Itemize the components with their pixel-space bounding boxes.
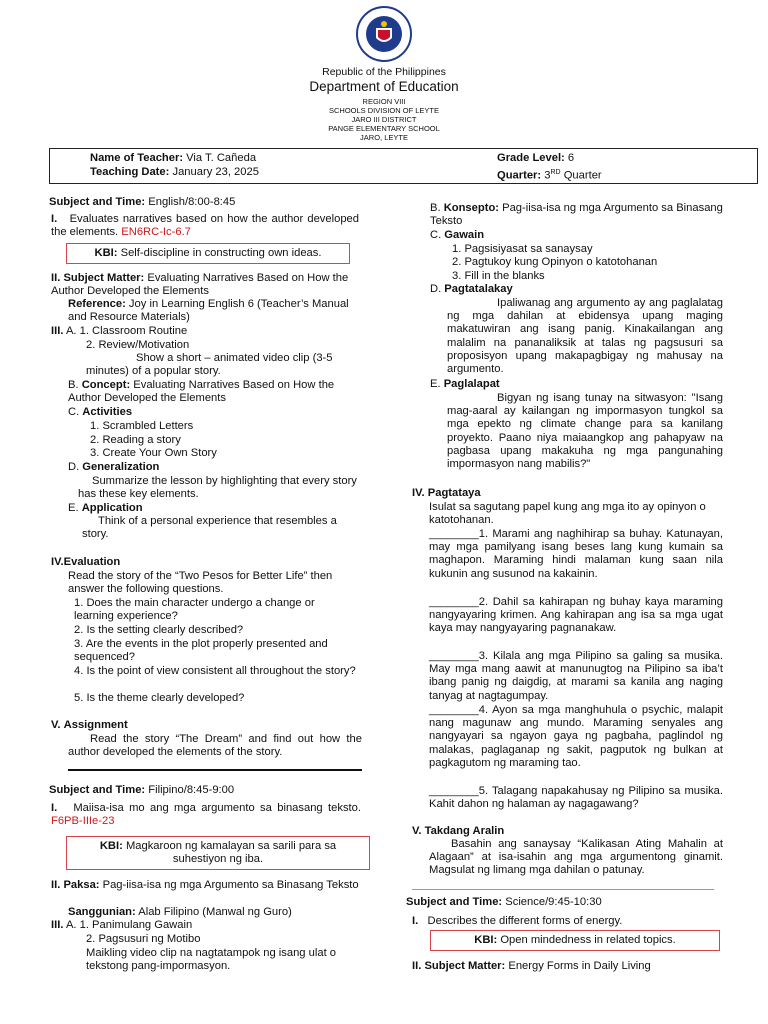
- list-item: ________3. Kilala ang mga Pilipino sa galing sa musika. May mga mang aawit at manunugtog na Pilipino sa iba’t ibang panig ng daigdig, at marami sa kanila ang naging tanyag at nagtagumpay.: [429, 650, 723, 702]
- quarter: Quarter: 3RD Quarter: [497, 169, 602, 182]
- filipino-kbi-box: KBI: Magkaroon ng kamalayan sa sarili para sa suhestiyon ng iba.: [66, 836, 370, 870]
- filipino-pagtataya-text: Isulat sa sagutang papel kung ang mga ito ay opinyon o katotohanan.: [429, 501, 706, 527]
- science-objective: I. Describes the different forms of energy.: [412, 915, 623, 927]
- teacher-name: Name of Teacher: Via T. Cañeda: [90, 152, 257, 164]
- teaching-date: Teaching Date: January 23, 2025: [90, 166, 259, 178]
- english-activities-heading: C. Activities: [68, 406, 133, 418]
- filipino-sanggunian: Sanggunian: Alab Filipino (Manwal ng Guro): [68, 906, 292, 918]
- list-item: 1. Pagsisiyasat sa sanaysay: [452, 243, 593, 255]
- section-divider: [412, 889, 714, 890]
- english-generalization-heading: D. Generalization: [68, 461, 160, 473]
- filipino-gawain-heading: C. Gawain: [430, 229, 485, 241]
- address-line: JARO, LEYTE: [360, 133, 408, 142]
- list-item: 5. Is the theme clearly developed?: [74, 692, 245, 704]
- list-item: ________1. Marami ang naghihirap sa buhay. Katunayan, may mga pamilyang isang beses lang kung kumain sa maghapon. Maraming hindi malaman kung saan nila kukunin ang susunod na kakainin.: [429, 528, 723, 580]
- filipino-procedure-a2: 2. Pagsusuri ng Motibo: [86, 933, 201, 945]
- english-concept: B. Concept: Evaluating Narratives Based on How the Author Developed the Elements: [68, 379, 335, 405]
- list-item: 3. Are the events in the plot properly presented and sequenced?: [74, 638, 328, 664]
- department-title: Department of Education: [309, 79, 459, 94]
- filipino-objective: I. Maiisa-isa mo ang mga argumento sa binasang teksto. F6PB-IIIe-23: [51, 802, 361, 828]
- filipino-paksa: II. Paksa: Pag-iisa-isa ng mga Argumento sa Binasang Teksto: [51, 879, 359, 891]
- science-subject-time: Subject and Time: Science/9:45-10:30: [406, 896, 602, 908]
- english-assignment-heading: V. Assignment: [51, 719, 128, 731]
- teacher-info-box: [49, 148, 758, 184]
- filipino-procedure-text: Maikling video clip na nagtatampok ng isang ulat o tekstong pang-impormasyon.: [86, 947, 337, 973]
- english-application-heading: E. Application: [68, 502, 143, 514]
- english-application-text: Think of a personal experience that resembles a story.: [82, 515, 337, 541]
- english-procedure-a1: III. A. 1. Classroom Routine: [51, 325, 188, 337]
- filipino-pagtatalakay-text: Ipaliwanag ang argumento ay ang paglalatag ng mga dahilan at ebidensya upang maging makatuwiran ang isang panig. Kinakailangan ang malalim na pananaliksik at talas ng pagsusuri sa proposisyon upang makapagbigay ng mahusay na argumento.: [447, 297, 723, 376]
- school-line: PANGE ELEMENTARY SCHOOL: [328, 124, 440, 133]
- english-subject-time: Subject and Time: English/8:00-8:45: [49, 196, 236, 208]
- english-evaluation-heading: IV.Evaluation: [51, 556, 121, 568]
- english-generalization-text: Summarize the lesson by highlighting that every story has these key elements.: [78, 475, 357, 501]
- list-item: 2. Is the setting clearly described?: [74, 624, 244, 636]
- filipino-paglalapat-text: Bigyan ng isang tunay na sitwasyon: "Isang mag-aaral ay kailangan ng impormasyon tungkol sa mga epekto ng climate change para sa kanilang proyekto. Paano niya maiaangkop ang pahapyaw na pagbasa upang makakuha ng mga pangunahing impormasyon nang mabilis?": [447, 392, 723, 471]
- list-item: 1. Does the main character undergo a change or learning experience?: [74, 597, 315, 623]
- filipino-konsepto: B. Konsepto: Pag-iisa-isa ng mga Argumento sa Binasang Teksto: [430, 202, 723, 228]
- english-show-clip: Show a short – animated video clip (3-5 minutes) of a popular story.: [86, 352, 333, 378]
- region-line: REGION VIII: [362, 97, 406, 106]
- list-item: ________5. Talagang napakahusay ng Pilipino sa musika. Kahit dahon ng halaman ay nagagawang?: [429, 785, 723, 811]
- district-line: JARO III DISTRICT: [351, 115, 417, 124]
- english-assignment-text: Read the story “The Dream” and find out how the author developed the elements of the story.: [68, 733, 362, 759]
- english-competency-code: EN6RC-Ic-6.7: [121, 226, 191, 239]
- english-objective: I. Evaluates narratives based on how the author developed the elements. EN6RC-Ic-6.7: [51, 213, 359, 239]
- science-subject-matter: II. Subject Matter: Energy Forms in Daily Living: [412, 960, 651, 972]
- list-item: 3. Create Your Own Story: [90, 447, 217, 459]
- list-item: 2. Pagtukoy kung Opinyon o katotohanan: [452, 256, 658, 268]
- section-divider: [68, 769, 362, 771]
- list-item: 1. Scrambled Letters: [90, 420, 194, 432]
- list-item: ________2. Dahil sa kahirapan ng buhay kaya maraming nangyayaring krimen. Ang kahirapan ang isa sa mga ugat kaya may nangyayaring pagnanakaw.: [429, 596, 723, 635]
- filipino-subject-time: Subject and Time: Filipino/8:45-9:00: [49, 784, 235, 796]
- list-item: 2. Reading a story: [90, 434, 181, 446]
- english-procedure-a2: 2. Review/Motivation: [86, 339, 190, 351]
- list-item: 4. Is the point of view consistent all throughout the story?: [74, 665, 356, 677]
- list-item: 3. Fill in the blanks: [452, 270, 545, 282]
- english-kbi-box: KBI: Self-discipline in constructing own ideas.: [66, 243, 350, 264]
- filipino-takdang-aralin-text: Basahin ang sanaysay “Kalikasan Ating Mahalin at Alagaan” at isa-isahin ang mga argumentong ginamit. Magsulat ng limang mga dahilan o patunay.: [429, 838, 723, 877]
- filipino-competency-code: F6PB-IIIe-23: [51, 815, 115, 828]
- filipino-paglalapat-heading: E. Paglalapat: [430, 378, 500, 390]
- republic-line: Republic of the Philippines: [322, 66, 446, 78]
- english-subject-matter: II. Subject Matter: Evaluating Narratives Based on How the Author Developed the Elements: [51, 272, 349, 298]
- deped-seal: [356, 6, 412, 62]
- grade-level: Grade Level: 6: [497, 152, 575, 164]
- filipino-pagtataya-heading: IV. Pagtataya: [412, 487, 481, 499]
- science-kbi-box: KBI: Open mindedness in related topics.: [430, 930, 720, 951]
- list-item: ________4. Ayon sa mga manghuhula o psychic, malapit nang magunaw ang mundo. Maraming senyales ang nangyayari sa ngayon gaya ng pagbaha, paglindol ng malakas, paglaganap ng sakit, pagputok ng bulkan at pagkagutom ng maraming tao.: [429, 704, 723, 769]
- division-line: SCHOOLS DIVISION OF LEYTE: [328, 106, 440, 115]
- filipino-pagtatalakay-heading: D. Pagtatalakay: [430, 283, 513, 295]
- filipino-procedure-a1: III. A. 1. Panimulang Gawain: [51, 919, 193, 931]
- english-evaluation-text: Read the story of the “Two Pesos for Better Life” then answer the following questions.: [68, 570, 333, 596]
- english-reference: Reference: Joy in Learning English 6 (Teacher’s Manual and Resource Materials): [68, 298, 349, 324]
- filipino-takdang-aralin-heading: V. Takdang Aralin: [412, 825, 505, 837]
